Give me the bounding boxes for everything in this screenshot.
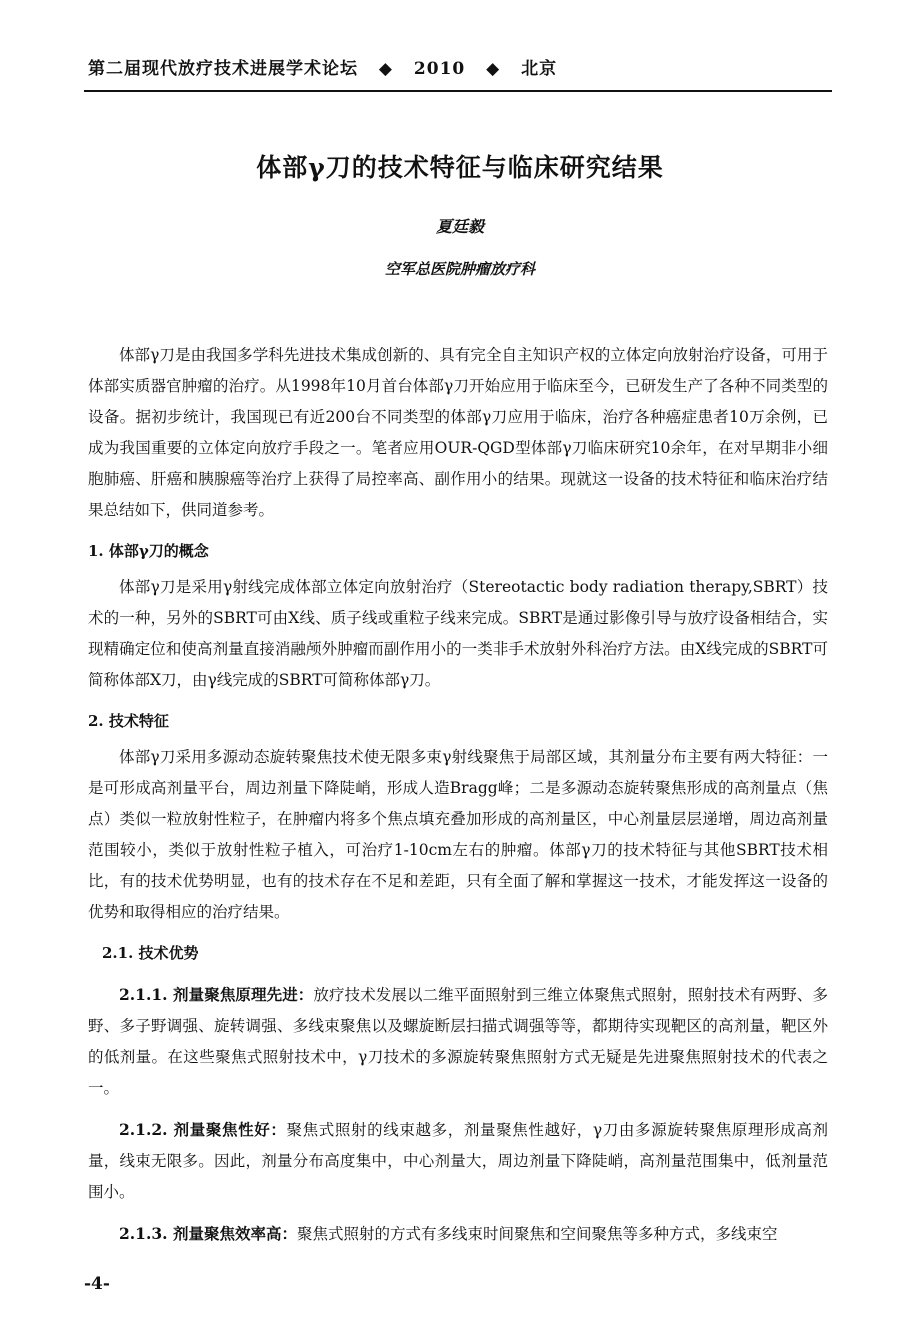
header-year: 2010 <box>413 59 466 79</box>
section-1-paragraph: 体部γ刀是采用γ射线完成体部立体定向放射治疗（Stereotactic body radiation therapy,SBRT）技术的一种，另外的SBRT可由X线、质子线或重粒子线来完成。SBRT是通过影像引导与放疗设备相结合，实现精确定位和使高剂量直接消融颅外肿瘤而副作用小的一类非手术放射外科治疗方法。由X线完成的SBRT可简称体部X刀，由γ线完成的SBRT可简称体部γ刀。 <box>88 578 828 689</box>
subsection-text: 聚焦式照射的线束越多，剂量聚焦性越好，γ刀由多源旋转聚焦原理形成高剂量，线束无限多。因此，剂量分布高度集中，中心剂量大，周边剂量下降陡峭，高剂量范围集中，低剂量范围小。 <box>88 1121 828 1201</box>
section-2-paragraph: 体部γ刀采用多源动态旋转聚焦技术使无限多束γ射线聚焦于局部区域，其剂量分布主要有两大特征：一是可形成高剂量平台，周边剂量下降陡峭，形成人造Bragg峰；二是多源动态旋转聚焦形成的高剂量点（焦点）类似一粒放射性粒子，在肿瘤内将多个焦点填充叠加形成的高剂量区，中心剂量层层递增，周边高剂量范围较小，类似于放射性粒子植入，可治疗1-10cm左右的肿瘤。体部γ刀的技术特征与其他SBRT技术相比，有的技术优势明显，也有的技术存在不足和差距，只有全面了解和掌握这一技术，才能发挥这一设备的优势和取得相应的治疗结果。 <box>88 748 828 921</box>
subsection-lead: 2.1.2. 剂量聚焦性好： <box>119 1120 287 1139</box>
section-2-heading: 2. 技术特征 <box>88 712 169 730</box>
subsection-2-1-3 <box>88 1218 828 1250</box>
subsection-lead: 2.1.3. 剂量聚焦效率高： <box>119 1224 297 1243</box>
subsection-2-1-2 <box>88 1114 828 1208</box>
diamond-icon: ◆ <box>378 59 393 79</box>
diamond-icon: ◆ <box>486 59 501 79</box>
subsection-text: 放疗技术发展以二维平面照射到三维立体聚焦式照射，照射技术有两野、多野、多子野调强、旋转调强、多线束聚焦以及螺旋断层扫描式调强等等，都期待实现靶区的高剂量，靶区外的低剂量。在这些聚焦式照射技术中，γ刀技术的多源旋转聚焦照射方式无疑是先进聚焦照射技术的代表之一。 <box>88 986 828 1097</box>
subsection-2-1-1 <box>88 979 828 1104</box>
subsection-text: 聚焦式照射的方式有多线束时间聚焦和空间聚焦等多种方式，多线束空 <box>296 1225 778 1243</box>
page-number: -4- <box>84 1274 110 1294</box>
header-city: 北京 <box>521 59 558 79</box>
subsection-lead: 2.1.1. 剂量聚焦原理先进： <box>119 985 314 1004</box>
paper-title: 体部γ刀的技术特征与临床研究结果 <box>256 153 664 182</box>
paper-author: 夏廷毅 <box>435 217 484 236</box>
paper-affiliation: 空军总医院肿瘤放疗科 <box>384 260 535 278</box>
header-forum: 第二届现代放疗技术进展学术论坛 <box>88 59 358 79</box>
section-1-heading: 1. 体部γ刀的概念 <box>88 542 209 560</box>
section-2-1-heading: 2.1. 技术优势 <box>102 944 199 962</box>
paper-body <box>88 340 828 1250</box>
header-rule <box>84 90 832 92</box>
running-header <box>88 54 557 79</box>
intro-paragraph: 体部γ刀是由我国多学科先进技术集成创新的、具有完全自主知识产权的立体定向放射治疗设备，可用于体部实质器官肿瘤的治疗。从1998年10月首台体部γ刀开始应用于临床至今，已研发生产了各种不同类型的设备。据初步统计，我国现已有近200台不同类型的体部γ刀应用于临床，治疗各种癌症患者10万余例，已成为我国重要的立体定向放疗手段之一。笔者应用OUR-QGD型体部γ刀临床研究10余年，在对早期非小细胞肺癌、肝癌和胰腺癌等治疗上获得了局控率高、副作用小的结果。现就这一设备的技术特征和临床治疗结果总结如下，供同道参考。 <box>88 346 828 519</box>
